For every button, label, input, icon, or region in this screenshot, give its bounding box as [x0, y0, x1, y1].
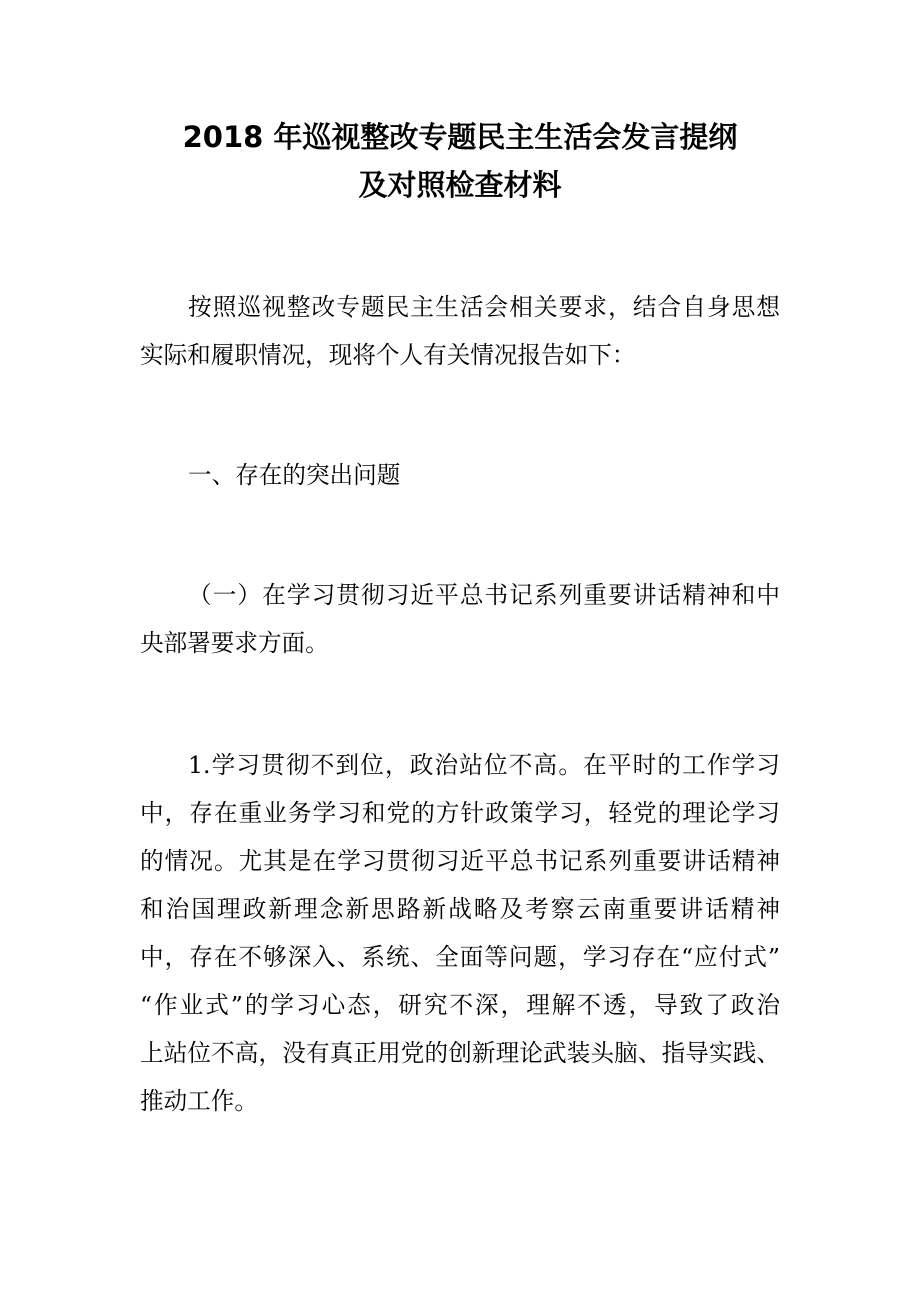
intro-line-1: 按照巡视整改专题民主生活会相关要求，结合自身思想: [188, 293, 780, 321]
point-line-5: 中，存在不够深入、系统、全面等问题，学习存在“应付式”: [140, 943, 780, 971]
point-line-6: “作业式”的学习心态，研究不深，理解不透，导致了政治: [140, 991, 780, 1019]
point-line-3: 的情况。尤其是在学习贯彻习近平总书记系列重要讲话精神: [140, 847, 780, 875]
subsection-line-1: （一）在学习贯彻习近平总书记系列重要讲话精神和中: [188, 581, 780, 609]
document-title-line-2: 及对照检查材料: [358, 168, 562, 202]
point-line-8: 推动工作。: [140, 1087, 258, 1115]
section-heading: 一、存在的突出问题: [188, 461, 401, 489]
intro-line-2: 实际和履职情况，现将个人有关情况报告如下：: [140, 341, 636, 369]
point-line-2: 中，存在重业务学习和党的方针政策学习，轻党的理论学习: [140, 799, 780, 827]
point-line-4: 和治国理政新理念新思路新战略及考察云南重要讲话精神: [140, 895, 780, 923]
point-line-7: 上站位不高，没有真正用党的创新理论武装头脑、指导实践、: [140, 1039, 780, 1067]
point-line-1: 1.学习贯彻不到位，政治站位不高。在平时的工作学习: [188, 751, 780, 779]
subsection-line-2: 央部署要求方面。: [140, 629, 329, 657]
document-title-line-1: 2018 年巡视整改专题民主生活会发言提纲: [182, 120, 738, 154]
